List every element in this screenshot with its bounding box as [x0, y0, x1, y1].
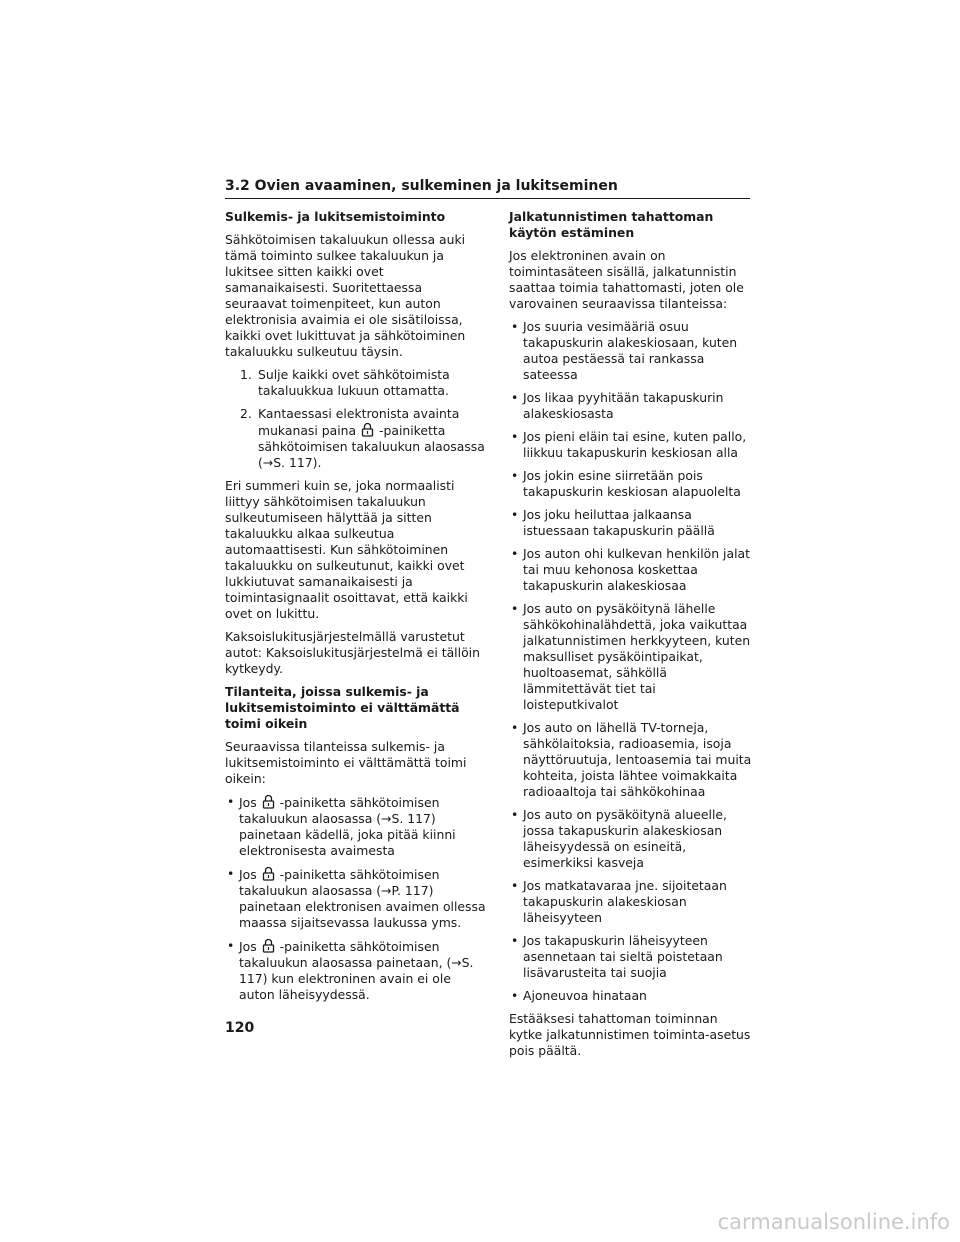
- list-item: [225, 406, 487, 471]
- bullet: •: [511, 720, 519, 735]
- bullet-text: Jos joku heiluttaa jalkaansa istuessaan takapuskurin päällä: [523, 507, 715, 538]
- bullet-text: Jos matkatavaraa jne. sijoitetaan takapuskurin alakeskiosan läheisyyteen: [523, 878, 727, 925]
- padlock-icon: [361, 422, 374, 437]
- bullet: •: [511, 807, 519, 822]
- step-text: Kantaessasi elektronista avainta mukanasi paina: [258, 406, 460, 438]
- list-item: [225, 367, 487, 399]
- list-item: [225, 866, 487, 931]
- list-item: [509, 546, 754, 594]
- paragraph: Seuraavissa tilanteissa sulkemis- ja lukitsemistoiminto ei välttämättä toimi oikein:: [225, 739, 467, 786]
- bullet: •: [511, 933, 519, 948]
- bullet: •: [511, 429, 519, 444]
- list-item: [225, 938, 487, 1003]
- list-item: [509, 319, 754, 383]
- bullet-text: Jos: [239, 939, 257, 954]
- bullet-text: Jos auton ohi kulkevan henkilön jalat tai muu kehonosa koskettaa takapuskurin alakeskiosaa: [523, 546, 750, 593]
- bullet: •: [511, 878, 519, 893]
- bullet: •: [511, 319, 519, 334]
- bullet: •: [227, 938, 235, 953]
- heading-closing-locking: Sulkemis- ja lukitsemistoiminto: [225, 209, 446, 224]
- list-item: [509, 429, 754, 461]
- list-item: [509, 601, 754, 713]
- bullet-text: Ajoneuvoa hinataan: [523, 988, 647, 1003]
- bullet: •: [227, 794, 235, 809]
- bullet-text: Jos pieni eläin tai esine, kuten pallo, liikkuu takapuskurin keskiosan alla: [523, 429, 747, 460]
- list-item: [509, 390, 754, 422]
- paragraph: Sähkötoimisen takaluukun ollessa auki tämä toiminto sulkee takaluukun ja lukitsee sitten kaikki ovet samanaikaisesti. Suoritettaessa seuraavat toimenpiteet, kun auton elektronisia avaimia ei ole sisätiloissa, kaikki ovet lukittuvat ja sähkötoiminen takaluukku sulkeutuu täysin.: [225, 232, 466, 359]
- list-item: [509, 507, 754, 539]
- paragraph: Estääksesi tahattoman toiminnan kytke jalkatunnistimen toiminta-asetus pois päältä.: [509, 1011, 751, 1058]
- list-item: [509, 878, 754, 926]
- step-text: Sulje kaikki ovet sähkötoimista takaluukkua lukuun ottamatta.: [258, 367, 450, 398]
- bullet-text: Jos: [239, 867, 257, 882]
- padlock-icon: [262, 866, 275, 881]
- bullet: •: [511, 546, 519, 561]
- list-item: [509, 933, 754, 981]
- bullet-list: [225, 794, 487, 1003]
- bullet-text: Jos jokin esine siirretään pois takapuskurin keskiosan alapuolelta: [523, 468, 741, 499]
- page-number: 120: [225, 1020, 255, 1036]
- paragraph: Eri summeri kuin se, joka normaalisti liittyy sähkötoimisen takaluukun sulkeutumiseen hälyttää ja sitten takaluukku alkaa sulkeutua automaattisesti. Kun sähkötoiminen takaluukku on sulkeutunut, kaikki ovet lukkiutuvat samanaikaisesti ja toimintasignaalit osoittavat, että kaikki ovet on lukittu.: [225, 478, 468, 621]
- step-text: -painiketta sähkötoimisen takaluukun alaosassa (→S. 117).: [258, 423, 485, 470]
- bullet-text: Jos likaa pyyhitään takapuskurin alakeskiosasta: [523, 390, 724, 421]
- paragraph: Jos elektroninen avain on toimintasäteen sisällä, jalkatunnistin saattaa toimia tahattomasti, joten ole varovainen seuraavissa tilanteissa:: [509, 248, 744, 311]
- step-number: 1.: [240, 367, 252, 382]
- left-column: [225, 209, 487, 1010]
- bullet-text: Jos takapuskurin läheisyyteen asennetaan tai sieltä poistetaan lisävarusteita tai suojia: [523, 933, 723, 980]
- bullet-text: Jos auto on pysäköitynä lähelle sähkökohinalähdettä, joka vaikuttaa jalkatunnistimen herkkyyteen, kuten maksulliset pysäköintipaikat, huoltoasemat, sähköllä lämmitettävät tiet tai loisteputkivalot: [523, 601, 751, 712]
- bullet-text: Jos auto on pysäköitynä alueelle, jossa takapuskurin alakeskiosan läheisyydessä on esineitä, esimerkiksi kasveja: [523, 807, 727, 870]
- list-item: [509, 468, 754, 500]
- padlock-icon: [262, 938, 275, 953]
- list-item: [509, 720, 754, 800]
- bullet-text: -painiketta sähkötoimisen takaluukun alaosassa painetaan, (→S. 117) kun elektroninen avain ei ole auton läheisyydessä.: [239, 939, 474, 1002]
- bullet-text: Jos: [239, 795, 257, 810]
- bullet-text: -painiketta sähkötoimisen takaluukun alaosassa (→P. 117) painetaan elektronisen avaimen ollessa maassa sijaitsevassa laukussa yms.: [239, 867, 486, 930]
- bullet: •: [511, 507, 519, 522]
- bullet: •: [227, 866, 235, 881]
- step-number: 2.: [240, 406, 252, 421]
- bullet-text: Jos suuria vesimääriä osuu takapuskurin alakeskiosaan, kuten autoa pestäessä tai rankassa sateessa: [523, 319, 738, 382]
- section-header: [225, 178, 750, 199]
- bullet: •: [511, 390, 519, 405]
- bullet: •: [511, 601, 519, 616]
- paragraph: Kaksoislukitusjärjestelmällä varustetut autot: Kaksoislukitusjärjestelmä ei tällöin kytkeydy.: [225, 629, 480, 676]
- list-item: [509, 988, 754, 1004]
- right-column: [509, 209, 754, 1066]
- bullet: •: [511, 988, 519, 1003]
- list-item: [225, 794, 487, 859]
- bullet-text: Jos auto on lähellä TV-torneja, sähkölaitoksia, radioasemia, isoja näyttöruutuja, lentoasemia tai muita kohteita, joista lähtee voimakkaita radioaaltoja tai sähkökohinaa: [523, 720, 752, 799]
- step-list: [225, 367, 487, 471]
- bullet: •: [511, 468, 519, 483]
- heading-foot-sensor: Jalkatunnistimen tahattoman käytön estäminen: [509, 209, 714, 240]
- list-item: [509, 807, 754, 871]
- padlock-icon: [262, 794, 275, 809]
- heading-situations: Tilanteita, joissa sulkemis- ja lukitsemistoiminto ei välttämättä toimi oikein: [225, 684, 460, 731]
- bullet-list: [509, 319, 754, 1004]
- bullet-text: -painiketta sähkötoimisen takaluukun alaosassa (→S. 117) painetaan kädellä, joka pitää kiinni elektronisesta avaimesta: [239, 795, 456, 858]
- section-title: 3.2 Ovien avaaminen, sulkeminen ja lukitseminen: [225, 178, 618, 194]
- watermark: carmanualsonline.info: [717, 1210, 950, 1234]
